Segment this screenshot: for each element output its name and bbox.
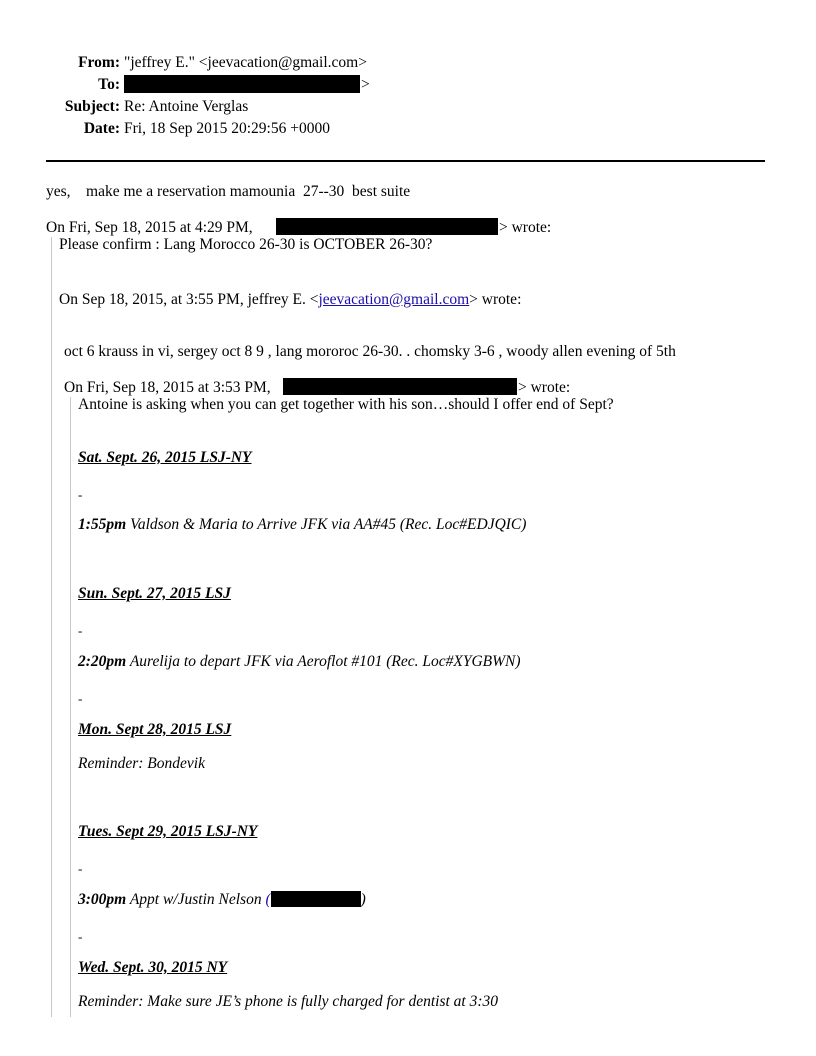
- quote3-intro-end: > wrote:: [518, 379, 571, 396]
- quote1-intro-start: On Fri, Sep 18, 2015 at 4:29 PM,: [46, 219, 253, 236]
- itinerary-day-heading: Sun. Sept. 27, 2015 LSJ: [78, 585, 231, 602]
- to-label: To:: [98, 76, 120, 93]
- to-suffix: >: [361, 76, 370, 93]
- itinerary-day-heading: Mon. Sept 28, 2015 LSJ: [78, 721, 232, 738]
- quote2-intro-end: > wrote:: [469, 291, 522, 308]
- quote2-intro: [59, 291, 521, 309]
- itinerary-dash: -: [78, 623, 83, 638]
- date-label: Date:: [83, 120, 120, 137]
- header-to-row: [0, 76, 120, 94]
- quote2-text: oct 6 krauss in vi, sergey oct 8 9 , lang mororoc 26-30. . chomsky 3-6 , woody allen evening of 5th: [64, 343, 676, 360]
- date-value: Fri, 18 Sep 2015 20:29:56 +0000: [124, 120, 330, 137]
- redacted-phone: [271, 891, 361, 907]
- entry-desc: Valdson & Maria to Arrive JFK via AA#45 (Rec. Loc#EDJQIC): [126, 516, 527, 533]
- phone-paren-open: (: [265, 891, 271, 908]
- itinerary-day-heading: Sat. Sept. 26, 2015 LSJ-NY: [78, 449, 252, 466]
- itinerary-entry: [78, 516, 526, 534]
- header-divider: [46, 160, 765, 162]
- header-date-row: [0, 120, 330, 138]
- entry-desc: Appt w/Justin Nelson: [126, 891, 266, 908]
- quote1-intro: [46, 219, 253, 237]
- phone-paren-close: ): [360, 891, 366, 908]
- subject-label: Subject:: [64, 98, 120, 115]
- entry-time: 1:55pm: [78, 516, 127, 533]
- quote2-intro-start: On Sep 18, 2015, at 3:55 PM, jeffrey E. <: [59, 291, 319, 308]
- itinerary-dash: -: [78, 691, 83, 706]
- itinerary-day-heading: Wed. Sept. 30, 2015 NY: [78, 959, 228, 976]
- itinerary-note: Reminder: Bondevik: [78, 755, 205, 772]
- quote3-text: Antoine is asking when you can get together with his son…should I offer end of Sept?: [78, 396, 614, 413]
- quote-bar-1: [51, 237, 52, 1017]
- itinerary-dash: -: [78, 487, 83, 502]
- quote-bar-2: [70, 397, 71, 1017]
- itinerary-dash: -: [78, 929, 83, 944]
- from-label: From:: [78, 54, 120, 71]
- redacted-recipient: [124, 75, 360, 93]
- quote1-text: Please confirm : Lang Morocco 26-30 is OCTOBER 26-30?: [59, 236, 433, 253]
- itinerary-day-heading: Tues. Sept 29, 2015 LSJ-NY: [78, 823, 258, 840]
- reply-text: yes, make me a reservation mamounia 27--30 best suite: [46, 183, 411, 200]
- entry-time: 3:00pm: [78, 891, 127, 908]
- quote1-intro-end: > wrote:: [499, 219, 552, 236]
- quote3-intro-start: On Fri, Sep 18, 2015 at 3:53 PM,: [64, 379, 271, 396]
- subject-value: Re: Antoine Verglas: [124, 98, 249, 115]
- itinerary-dash: -: [78, 861, 83, 876]
- header-from-row: [0, 54, 367, 72]
- quote3-intro: [64, 379, 271, 397]
- redacted-sender-1: [276, 218, 498, 235]
- quote2-email-link[interactable]: jeevacation@gmail.com: [318, 291, 470, 308]
- entry-desc: Aurelija to depart JFK via Aeroflot #101 (Rec. Loc#XYGBWN): [126, 653, 521, 670]
- itinerary-entry: [78, 891, 366, 909]
- from-value: "jeffrey E." <jeevacation@gmail.com>: [124, 54, 367, 71]
- redacted-sender-2: [283, 378, 517, 395]
- itinerary-entry: [78, 653, 521, 671]
- entry-time: 2:20pm: [78, 653, 127, 670]
- header-subject-row: [0, 98, 248, 116]
- itinerary-note: Reminder: Make sure JE’s phone is fully charged for dentist at 3:30: [78, 993, 498, 1010]
